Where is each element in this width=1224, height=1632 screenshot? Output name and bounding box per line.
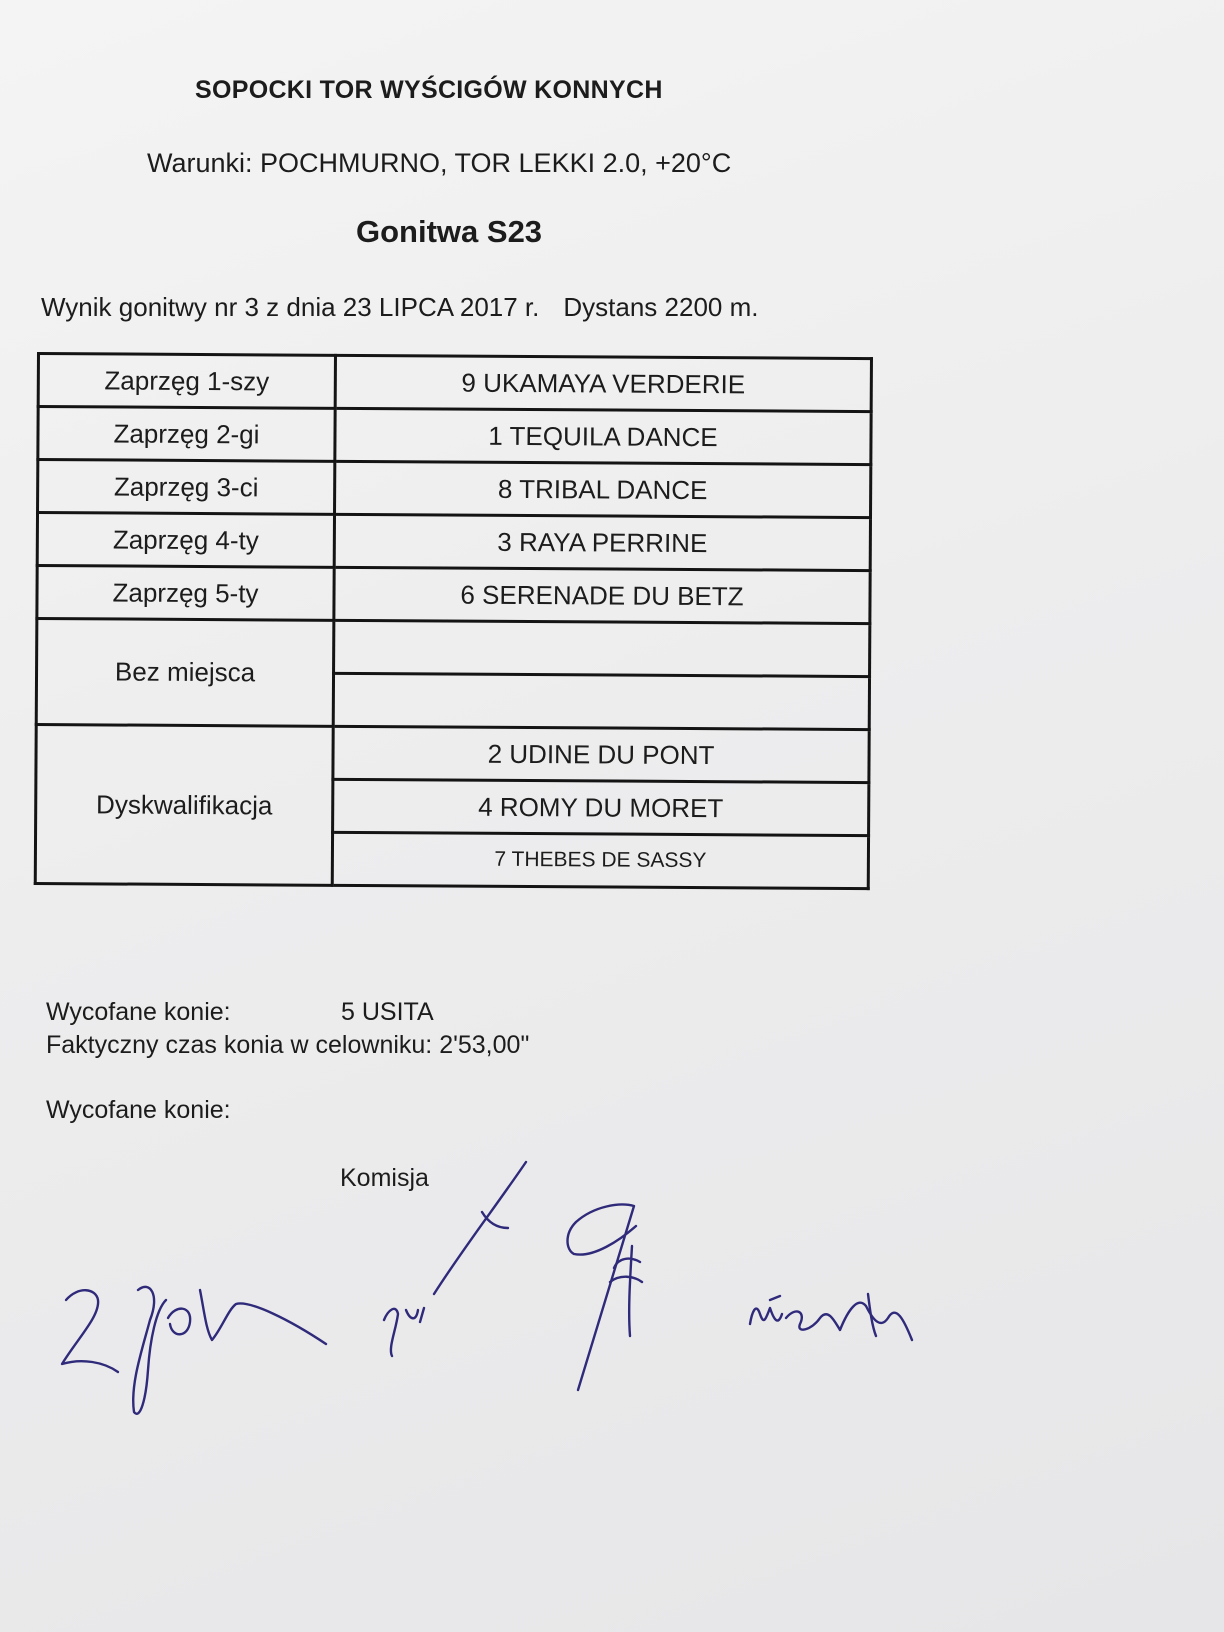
race-name: Gonitwa S23 bbox=[356, 214, 543, 249]
withdrawn-horses-2: Wycofane konie: bbox=[46, 1096, 231, 1124]
place-label: Zaprzęg 3-ci bbox=[38, 460, 335, 515]
signature-4 bbox=[750, 1294, 912, 1340]
result-date: Wynik gonitwy nr 3 z dnia 23 LIPCA 2017 r. bbox=[41, 292, 540, 322]
disqualified-label: Dyskwalifikacja bbox=[35, 725, 333, 886]
race-distance: Dystans 2200 m. bbox=[563, 292, 759, 322]
place-label: Zaprzęg 5-ty bbox=[37, 566, 334, 621]
signature-1 bbox=[62, 1287, 326, 1414]
no-place-label: Bez miejsca bbox=[36, 619, 334, 727]
place-horse: 8 TRIBAL DANCE bbox=[335, 461, 871, 517]
race-conditions: Warunki: POCHMURNO, TOR LEKKI 2.0, +20°C bbox=[147, 148, 732, 178]
withdrawn-value: 5 USITA bbox=[341, 998, 434, 1026]
disqualified-horse: 7 THEBES DE SASSY bbox=[332, 832, 868, 888]
disqualified-horse: 4 ROMY DU MORET bbox=[333, 779, 869, 835]
signature-3 bbox=[568, 1205, 643, 1390]
place-label: Zaprzęg 1-szy bbox=[38, 354, 335, 409]
place-horse: 1 TEQUILA DANCE bbox=[335, 408, 871, 464]
signature-2 bbox=[384, 1162, 526, 1356]
disqualified-horse: 2 UDINE DU PONT bbox=[333, 726, 869, 782]
place-label: Zaprzęg 2-gi bbox=[38, 407, 335, 462]
committee-label: Komisja bbox=[340, 1164, 429, 1192]
place-horse: 3 RAYA PERRINE bbox=[334, 514, 870, 570]
withdrawn-label: Wycofane konie: bbox=[46, 998, 231, 1026]
place-horse: 9 UKAMAYA VERDERIE bbox=[335, 355, 871, 411]
document-title: SOPOCKI TOR WYŚCIGÓW KONNYCH bbox=[195, 76, 663, 104]
place-horse: 6 SERENADE DU BETZ bbox=[334, 567, 870, 623]
actual-time: Faktyczny czas konia w celowniku: 2'53,00" bbox=[46, 1031, 530, 1059]
place-label: Zaprzęg 4-ty bbox=[37, 513, 334, 568]
